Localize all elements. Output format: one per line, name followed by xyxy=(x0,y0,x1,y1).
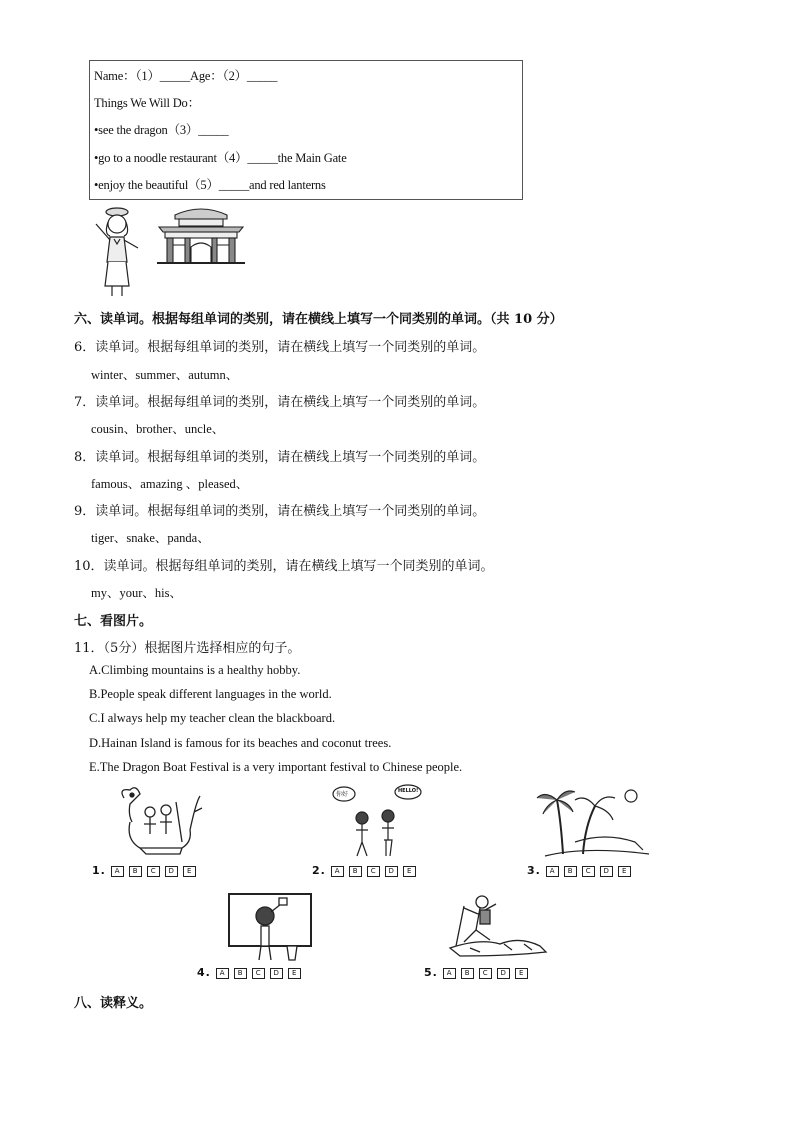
picture-5-climbing xyxy=(420,886,560,984)
option-b: B.People speak different languages in the world. xyxy=(89,687,332,701)
blackboard-cleaning-icon xyxy=(195,886,335,966)
answer-box-b[interactable]: B xyxy=(129,866,142,877)
picture-2-greeting xyxy=(310,782,450,882)
answer-box-e[interactable]: E xyxy=(515,968,528,979)
answer-box-e[interactable]: E xyxy=(288,968,301,979)
section-7-title: 七、看图片。 xyxy=(74,614,153,629)
coconut-beach-icon xyxy=(525,782,660,862)
picture-3-number: 3. xyxy=(527,864,541,877)
q11-prompt: 11．（5分）根据图片选择相应的句子。 xyxy=(74,641,301,656)
q10-words: my、your、his、 xyxy=(91,586,182,600)
answer-box-a[interactable]: A xyxy=(216,968,229,979)
picture-4-label xyxy=(197,966,306,979)
picture-3-label xyxy=(527,864,636,877)
answer-box-c[interactable]: C xyxy=(147,866,160,877)
dragon-boat-icon xyxy=(90,782,240,862)
picture-4-blackboard xyxy=(195,886,335,984)
notice-box xyxy=(89,60,523,200)
answer-box-b[interactable]: B xyxy=(234,968,247,979)
picture-1-dragon-boat xyxy=(90,782,240,882)
picture-3-beach xyxy=(525,782,660,882)
picture-2-number: 2. xyxy=(312,864,326,877)
q8-prompt: 8．读单词。根据每组单词的类别，请在横线上填写一个同类别的单词。 xyxy=(74,450,486,465)
q8-words: famous、amazing 、pleased、 xyxy=(91,477,249,491)
answer-box-b[interactable]: B xyxy=(349,866,362,877)
q10-prompt: 10．读单词。根据每组单词的类别，请在横线上填写一个同类别的单词。 xyxy=(74,559,494,574)
tour-guide-illustration xyxy=(90,204,152,300)
mountain-climber-icon xyxy=(420,886,560,966)
things-heading: Things We Will Do： xyxy=(94,96,200,110)
option-a: A.Climbing mountains is a healthy hobby. xyxy=(89,663,301,677)
answer-box-d[interactable]: D xyxy=(270,968,283,979)
answer-box-e[interactable]: E xyxy=(183,866,196,877)
answer-box-c[interactable]: C xyxy=(479,968,492,979)
picture-1-label xyxy=(92,864,201,877)
answer-box-c[interactable]: C xyxy=(252,968,265,979)
picture-1-number: 1. xyxy=(92,864,106,877)
option-c: C.I always help my teacher clean the blackboard. xyxy=(89,711,336,725)
answer-box-b[interactable]: B xyxy=(564,866,577,877)
q7-words: cousin、brother、uncle、 xyxy=(91,422,225,436)
answer-box-a[interactable]: A xyxy=(331,866,344,877)
answer-box-d[interactable]: D xyxy=(385,866,398,877)
notice-item-3: •enjoy the beautiful（5）_____and red lanterns xyxy=(94,178,326,192)
q7-prompt: 7．读单词。根据每组单词的类别，请在横线上填写一个同类别的单词。 xyxy=(74,395,486,410)
bubble-left-text: 你好 xyxy=(336,791,349,798)
answer-box-d[interactable]: D xyxy=(165,866,178,877)
main-gate-illustration xyxy=(155,205,247,267)
q6-prompt: 6．读单词。根据每组单词的类别，请在横线上填写一个同类别的单词。 xyxy=(74,340,486,355)
answer-box-e[interactable]: E xyxy=(618,866,631,877)
answer-box-a[interactable]: A xyxy=(546,866,559,877)
name-age-line: Name：（1）_____Age：（2）_____ xyxy=(94,69,278,83)
picture-5-label xyxy=(424,966,533,979)
q9-prompt: 9．读单词。根据每组单词的类别，请在横线上填写一个同类别的单词。 xyxy=(74,504,486,519)
q6-words: winter、summer、autumn、 xyxy=(91,368,239,382)
answer-box-c[interactable]: C xyxy=(582,866,595,877)
q9-words: tiger、snake、panda、 xyxy=(91,531,210,545)
notice-item-2: •go to a noodle restaurant（4）_____the Main Gate xyxy=(94,151,347,165)
picture-2-label xyxy=(312,864,421,877)
picture-5-number: 5. xyxy=(424,966,438,979)
answer-box-b[interactable]: B xyxy=(461,968,474,979)
answer-box-d[interactable]: D xyxy=(600,866,613,877)
picture-4-number: 4. xyxy=(197,966,211,979)
answer-box-a[interactable]: A xyxy=(111,866,124,877)
section-8-title: 八、读释义。 xyxy=(74,996,153,1011)
option-e: E.The Dragon Boat Festival is a very important festival to Chinese people. xyxy=(89,760,463,774)
answer-box-c[interactable]: C xyxy=(367,866,380,877)
answer-box-d[interactable]: D xyxy=(497,968,510,979)
answer-box-a[interactable]: A xyxy=(443,968,456,979)
notice-item-1: •see the dragon（3）_____ xyxy=(94,123,229,137)
bubble-right-text: HELLO! xyxy=(398,788,419,794)
greeting-kids-icon xyxy=(310,782,450,862)
section-6-title: 六、读单词。根据每组单词的类别，请在横线上填写一个同类别的单词。（共 10 分） xyxy=(74,312,563,327)
option-d: D.Hainan Island is famous for its beaches and coconut trees. xyxy=(89,736,392,750)
answer-box-e[interactable]: E xyxy=(403,866,416,877)
